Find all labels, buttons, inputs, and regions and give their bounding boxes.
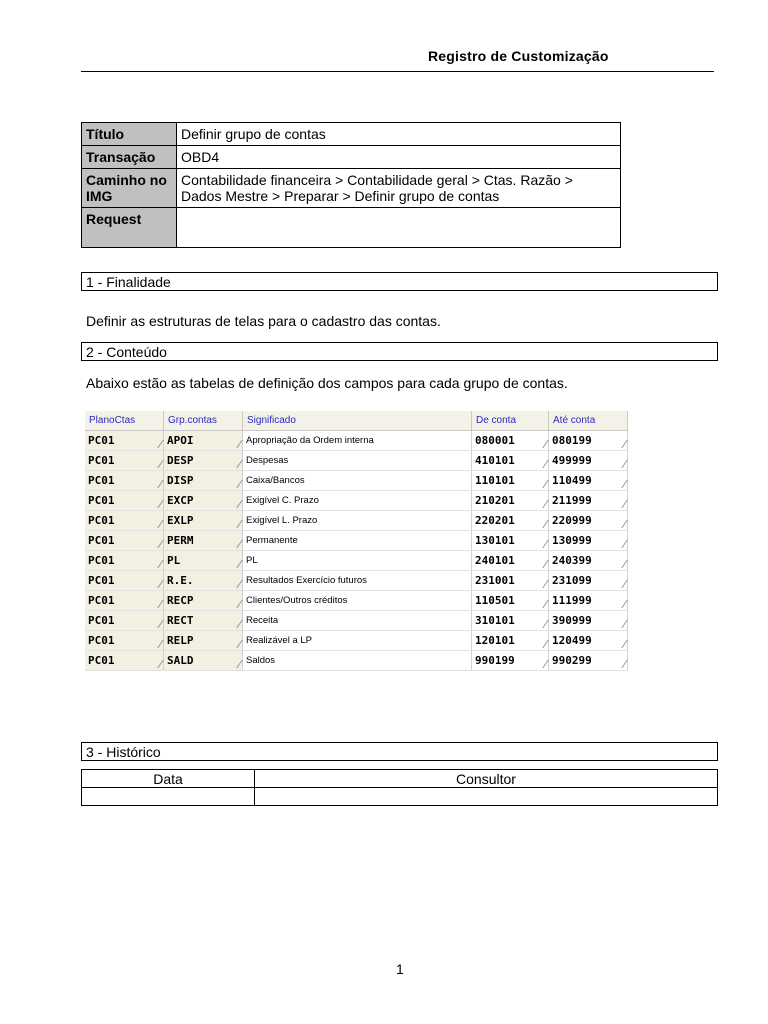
cell-text: R.E. <box>167 574 194 587</box>
cell-text: Resultados Exercício futuros <box>246 575 367 586</box>
cell-text: SALD <box>167 654 194 667</box>
meta-row-request <box>82 208 621 248</box>
cell-deconta[interactable] <box>472 631 549 651</box>
history-cell <box>255 788 718 806</box>
cell-edit-mark-icon <box>536 640 549 648</box>
cell-deconta[interactable] <box>472 511 549 531</box>
cell-significado[interactable] <box>243 491 472 511</box>
cell-text: EXLP <box>167 514 194 527</box>
meta-label: Caminho no IMG <box>82 169 177 208</box>
cell-edit-mark-icon <box>151 580 164 588</box>
table-row[interactable] <box>85 491 628 511</box>
cell-text: Clientes/Outros créditos <box>246 595 348 606</box>
cell-grpcontas[interactable] <box>164 491 243 511</box>
cell-text: PC01 <box>88 474 115 487</box>
cell-edit-mark-icon <box>615 520 628 528</box>
cell-grpcontas[interactable] <box>164 511 243 531</box>
cell-significado[interactable] <box>243 471 472 491</box>
cell-planoctas[interactable] <box>85 551 164 571</box>
cell-deconta[interactable] <box>472 451 549 471</box>
cell-edit-mark-icon <box>230 440 243 448</box>
cell-text: PC01 <box>88 554 115 567</box>
cell-edit-mark-icon <box>536 620 549 628</box>
section-finalidade-title: 1 - Finalidade <box>81 272 718 291</box>
cell-edit-mark-icon <box>536 540 549 548</box>
table-row[interactable] <box>85 451 628 471</box>
cell-edit-mark-icon <box>536 560 549 568</box>
cell-deconta[interactable] <box>472 431 549 451</box>
conteudo-text: Abaixo estão as tabelas de definição dos campos para cada grupo de contas. <box>86 375 568 391</box>
cell-text: 240101 <box>475 554 515 567</box>
page-number: 1 <box>396 961 404 977</box>
cell-planoctas[interactable] <box>85 611 164 631</box>
history-empty-row <box>82 788 718 806</box>
cell-text: Exigível L. Prazo <box>246 515 318 526</box>
cell-text: 111999 <box>552 594 592 607</box>
cell-edit-mark-icon <box>230 480 243 488</box>
cell-edit-mark-icon <box>615 500 628 508</box>
cell-text: PL <box>167 554 181 567</box>
meta-row-titulo <box>82 123 621 146</box>
cell-deconta[interactable] <box>472 491 549 511</box>
cell-planoctas[interactable] <box>85 531 164 551</box>
cell-planoctas[interactable] <box>85 491 164 511</box>
cell-grpcontas[interactable] <box>164 571 243 591</box>
cell-text: PC01 <box>88 614 115 627</box>
cell-deconta[interactable] <box>472 571 549 591</box>
cell-text: 120499 <box>552 634 592 647</box>
history-header-row <box>82 770 718 788</box>
cell-deconta[interactable] <box>472 551 549 571</box>
cell-text: 110499 <box>552 474 592 487</box>
meta-value: Contabilidade financeira > Contabilidade geral > Ctas. Razão > Dados Mestre > Preparar > Definir grupo de contas <box>177 169 621 208</box>
cell-text: Realizável a LP <box>246 635 313 646</box>
cell-text: 110101 <box>475 474 515 487</box>
cell-edit-mark-icon <box>615 460 628 468</box>
cell-edit-mark-icon <box>151 500 164 508</box>
cell-text: 310101 <box>475 614 515 627</box>
section-conteudo-title: 2 - Conteúdo <box>81 342 718 361</box>
cell-deconta[interactable] <box>472 531 549 551</box>
cell-significado[interactable] <box>243 451 472 471</box>
cell-text: APOI <box>167 434 194 447</box>
cell-grpcontas[interactable] <box>164 471 243 491</box>
cell-significado[interactable] <box>243 651 472 671</box>
cell-deconta[interactable] <box>472 611 549 631</box>
table-row[interactable] <box>85 511 628 531</box>
table-row[interactable] <box>85 591 628 611</box>
cell-edit-mark-icon <box>151 640 164 648</box>
cell-text: 990199 <box>475 654 515 667</box>
cell-grpcontas[interactable] <box>164 651 243 671</box>
cell-ateconta[interactable] <box>549 431 628 451</box>
cell-text: Permanente <box>246 535 298 546</box>
cell-significado[interactable] <box>243 591 472 611</box>
cell-text: Apropriação da Ordem interna <box>246 435 374 446</box>
meta-row-transacao <box>82 146 621 169</box>
cell-text: DISP <box>167 474 194 487</box>
cell-edit-mark-icon <box>151 600 164 608</box>
cell-deconta[interactable] <box>472 471 549 491</box>
cell-text: 210201 <box>475 494 515 507</box>
cell-planoctas[interactable] <box>85 631 164 651</box>
page-title: Registro de Customização <box>428 48 609 64</box>
cell-edit-mark-icon <box>536 480 549 488</box>
cell-text: PC01 <box>88 514 115 527</box>
cell-edit-mark-icon <box>536 520 549 528</box>
cell-ateconta[interactable] <box>549 471 628 491</box>
cell-text: 120101 <box>475 634 515 647</box>
cell-ateconta[interactable] <box>549 631 628 651</box>
cell-planoctas[interactable] <box>85 451 164 471</box>
cell-text: PC01 <box>88 654 115 667</box>
cell-text: 110501 <box>475 594 515 607</box>
cell-ateconta[interactable] <box>549 611 628 631</box>
cell-text: DESP <box>167 454 194 467</box>
cell-deconta[interactable] <box>472 591 549 611</box>
cell-planoctas[interactable] <box>85 471 164 491</box>
cell-edit-mark-icon <box>230 460 243 468</box>
cell-text: PC01 <box>88 434 115 447</box>
cell-grpcontas[interactable] <box>164 611 243 631</box>
col-header-deconta[interactable]: De conta <box>472 411 549 431</box>
cell-edit-mark-icon <box>615 560 628 568</box>
cell-edit-mark-icon <box>151 460 164 468</box>
cell-edit-mark-icon <box>536 660 549 668</box>
cell-text: 390999 <box>552 614 592 627</box>
cell-ateconta[interactable] <box>549 551 628 571</box>
cell-edit-mark-icon <box>615 540 628 548</box>
table-row[interactable] <box>85 431 628 451</box>
cell-text: PC01 <box>88 534 115 547</box>
cell-edit-mark-icon <box>536 600 549 608</box>
table-row[interactable] <box>85 631 628 651</box>
cell-text: PC01 <box>88 634 115 647</box>
col-header-ateconta[interactable]: Até conta <box>549 411 628 431</box>
meta-label: Transação <box>82 146 177 169</box>
table-row[interactable] <box>85 471 628 491</box>
table-row[interactable] <box>85 531 628 551</box>
cell-text: 410101 <box>475 454 515 467</box>
cell-deconta[interactable] <box>472 651 549 671</box>
cell-significado[interactable] <box>243 431 472 451</box>
col-header-grpcontas[interactable]: Grp.contas <box>164 411 243 431</box>
cell-edit-mark-icon <box>151 560 164 568</box>
meta-row-caminho <box>82 169 621 208</box>
meta-label: Request <box>82 208 177 248</box>
cell-planoctas[interactable] <box>85 511 164 531</box>
cell-significado[interactable] <box>243 551 472 571</box>
cell-grpcontas[interactable] <box>164 551 243 571</box>
cell-text: 990299 <box>552 654 592 667</box>
section-historico-title: 3 - Histórico <box>81 742 718 761</box>
cell-text: RECP <box>167 594 194 607</box>
cell-text: 130999 <box>552 534 592 547</box>
cell-text: PC01 <box>88 594 115 607</box>
history-col-consultor: Consultor <box>255 770 718 788</box>
cell-text: EXCP <box>167 494 194 507</box>
cell-text: PERM <box>167 534 194 547</box>
finalidade-text: Definir as estruturas de telas para o cadastro das contas. <box>86 313 441 329</box>
col-header-significado[interactable]: Significado <box>243 411 472 431</box>
cell-text: 080199 <box>552 434 592 447</box>
cell-grpcontas[interactable] <box>164 531 243 551</box>
cell-edit-mark-icon <box>615 480 628 488</box>
cell-grpcontas[interactable] <box>164 631 243 651</box>
cell-text: 220201 <box>475 514 515 527</box>
cell-grpcontas[interactable] <box>164 431 243 451</box>
table-header-row <box>85 411 628 431</box>
meta-label: Título <box>82 123 177 146</box>
cell-grpcontas[interactable] <box>164 591 243 611</box>
history-cell <box>82 788 255 806</box>
cell-text: Receita <box>246 615 279 626</box>
cell-edit-mark-icon <box>615 660 628 668</box>
cell-significado[interactable] <box>243 611 472 631</box>
cell-ateconta[interactable] <box>549 451 628 471</box>
cell-significado[interactable] <box>243 571 472 591</box>
cell-edit-mark-icon <box>536 460 549 468</box>
table-row[interactable] <box>85 651 628 671</box>
cell-edit-mark-icon <box>230 580 243 588</box>
cell-edit-mark-icon <box>615 440 628 448</box>
cell-text: 080001 <box>475 434 515 447</box>
cell-edit-mark-icon <box>151 620 164 628</box>
cell-edit-mark-icon <box>536 580 549 588</box>
cell-text: PC01 <box>88 574 115 587</box>
cell-text: 231099 <box>552 574 592 587</box>
cell-ateconta[interactable] <box>549 571 628 591</box>
cell-ateconta[interactable] <box>549 491 628 511</box>
cell-planoctas[interactable] <box>85 651 164 671</box>
cell-text: RECT <box>167 614 194 627</box>
cell-text: RELP <box>167 634 194 647</box>
cell-edit-mark-icon <box>615 600 628 608</box>
cell-edit-mark-icon <box>615 640 628 648</box>
cell-text: 220999 <box>552 514 592 527</box>
cell-text: Exigível C. Prazo <box>246 495 319 506</box>
meta-table <box>81 122 621 248</box>
cell-planoctas[interactable] <box>85 591 164 611</box>
cell-edit-mark-icon <box>536 500 549 508</box>
cell-edit-mark-icon <box>230 600 243 608</box>
cell-text: Despesas <box>246 455 289 466</box>
cell-text: 211999 <box>552 494 592 507</box>
cell-edit-mark-icon <box>615 620 628 628</box>
cell-text: PL <box>246 555 258 566</box>
cell-text: Saldos <box>246 655 276 666</box>
account-groups-table <box>85 411 628 671</box>
table-body <box>85 431 628 671</box>
cell-edit-mark-icon <box>536 440 549 448</box>
cell-significado[interactable] <box>243 531 472 551</box>
page-header <box>81 48 714 72</box>
table-row[interactable] <box>85 611 628 631</box>
cell-edit-mark-icon <box>151 480 164 488</box>
cell-ateconta[interactable] <box>549 591 628 611</box>
cell-text: PC01 <box>88 494 115 507</box>
cell-ateconta[interactable] <box>549 651 628 671</box>
cell-text: 231001 <box>475 574 515 587</box>
cell-text: 130101 <box>475 534 515 547</box>
cell-edit-mark-icon <box>230 560 243 568</box>
cell-ateconta[interactable] <box>549 511 628 531</box>
meta-value: Definir grupo de contas <box>177 123 621 146</box>
cell-ateconta[interactable] <box>549 531 628 551</box>
table-row[interactable] <box>85 551 628 571</box>
table-row[interactable] <box>85 571 628 591</box>
cell-text: Caixa/Bancos <box>246 475 305 486</box>
cell-planoctas[interactable] <box>85 571 164 591</box>
cell-edit-mark-icon <box>230 660 243 668</box>
cell-edit-mark-icon <box>151 660 164 668</box>
cell-grpcontas[interactable] <box>164 451 243 471</box>
cell-edit-mark-icon <box>151 520 164 528</box>
cell-text: 499999 <box>552 454 592 467</box>
cell-edit-mark-icon <box>151 440 164 448</box>
cell-edit-mark-icon <box>615 580 628 588</box>
cell-edit-mark-icon <box>230 500 243 508</box>
meta-value <box>177 208 621 248</box>
meta-value: OBD4 <box>177 146 621 169</box>
cell-edit-mark-icon <box>230 520 243 528</box>
history-table <box>81 769 718 806</box>
cell-planoctas[interactable] <box>85 431 164 451</box>
cell-text: PC01 <box>88 454 115 467</box>
cell-edit-mark-icon <box>230 640 243 648</box>
cell-significado[interactable] <box>243 511 472 531</box>
history-col-data: Data <box>82 770 255 788</box>
cell-significado[interactable] <box>243 631 472 651</box>
cell-edit-mark-icon <box>230 620 243 628</box>
col-header-planoctas[interactable]: PlanoCtas <box>85 411 164 431</box>
cell-edit-mark-icon <box>230 540 243 548</box>
cell-edit-mark-icon <box>151 540 164 548</box>
cell-text: 240399 <box>552 554 592 567</box>
